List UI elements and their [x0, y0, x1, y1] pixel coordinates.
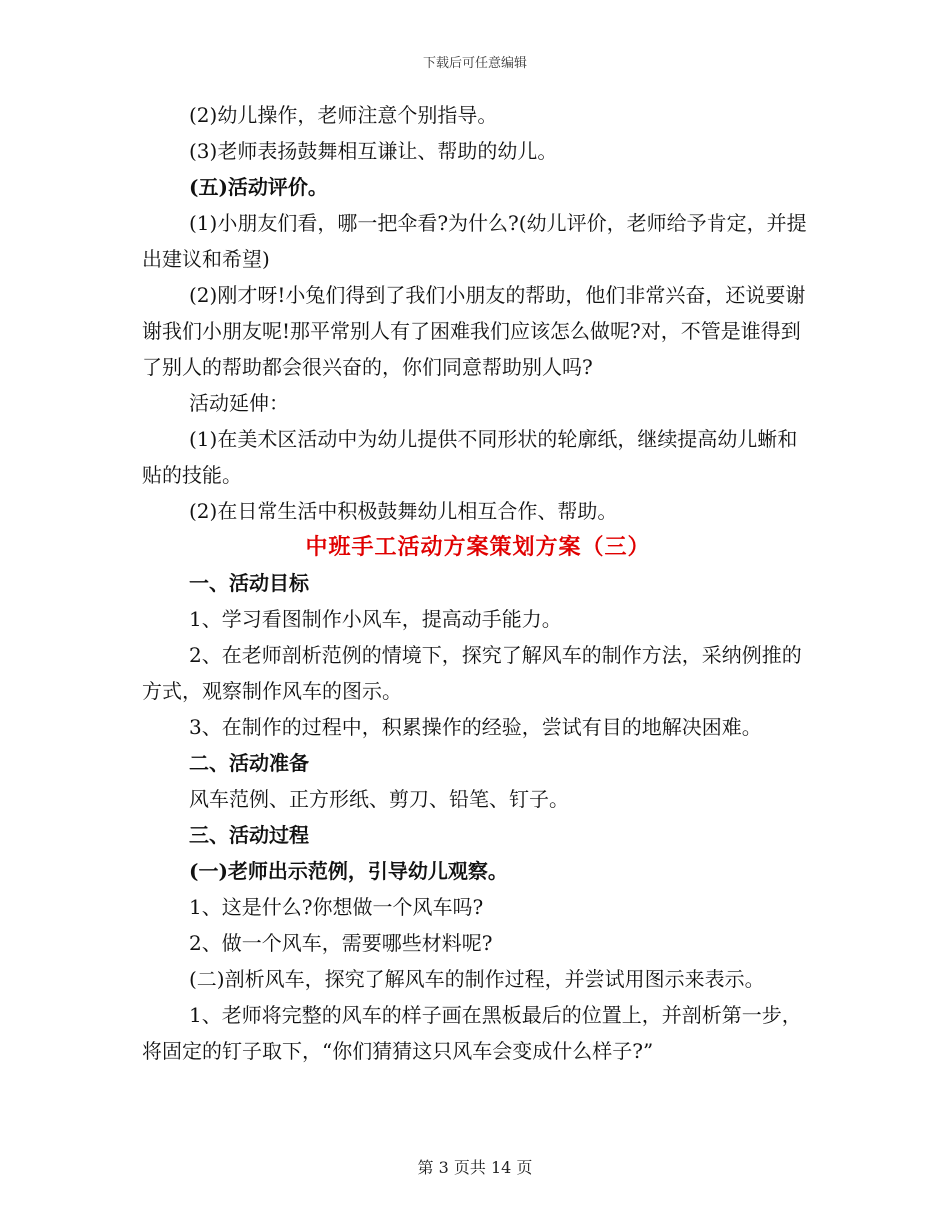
paragraph: (1)小朋友们看，哪一把伞看?为什么?(幼儿评价，老师给予肯定，并提出建议和希望) — [142, 211, 807, 271]
paragraph: 1、老师将完整的风车的样子画在黑板最后的位置上，并剖析第一步，将固定的钉子取下，“你们猜猜这只风车会变成什么样子?” — [142, 1003, 802, 1063]
page-footer: 第 3 页共 14 页 — [417, 1158, 533, 1177]
paragraph: (2)刚才呀!小兔们得到了我们小朋友的帮助，他们非常兴奋，还说要谢谢我们小朋友呢!那平常别人有了困难我们应该怎么做呢?对，不管是谁得到了别人的帮助都会很兴奋的，你们同意帮助别人吗? — [142, 283, 806, 379]
paragraph: (2)在日常生活中积极鼓舞幼儿相互合作、帮助。 — [189, 499, 618, 523]
paragraph: (2)幼儿操作，老师注意个别指导。 — [189, 103, 498, 127]
paragraph: (二)剖析风车，探究了解风车的制作过程，并尝试用图示来表示。 — [189, 967, 765, 991]
section-heading: 二、活动准备 — [189, 751, 309, 775]
paragraph: 活动延伸： — [189, 391, 289, 415]
paragraph: 1、这是什么?你想做一个风车吗? — [189, 895, 484, 919]
section-heading: 一、活动目标 — [189, 571, 309, 595]
page-header: 下载后可任意编辑 — [422, 56, 527, 71]
paragraph: (1)在美术区活动中为幼儿提供不同形状的轮廓纸，继续提高幼儿蜥和贴的技能。 — [142, 427, 798, 487]
sub-heading: (一)老师出示范例，引导幼儿观察。 — [189, 859, 508, 883]
paragraph: 1、学习看图制作小风车，提高动手能力。 — [189, 607, 562, 631]
paragraph: 2、在老师剖析范例的情境下，探究了解风车的制作方法，采纳例推的方式，观察制作风车的图示。 — [142, 643, 802, 703]
paragraph: 2、做一个风车，需要哪些材料呢? — [189, 931, 493, 955]
document-body — [142, 97, 814, 1069]
section-heading: (五)活动评价。 — [189, 175, 328, 199]
paragraph: 风车范例、正方形纸、剪刀、铅笔、钉子。 — [189, 787, 569, 811]
section-heading: 三、活动过程 — [189, 823, 309, 847]
document-title: 中班手工活动方案策划方案（三） — [305, 534, 651, 560]
paragraph: (3)老师表扬鼓舞相互谦让、帮助的幼儿。 — [189, 139, 558, 163]
paragraph: 3、在制作的过程中，积累操作的经验，尝试有目的地解决困难。 — [189, 715, 762, 739]
